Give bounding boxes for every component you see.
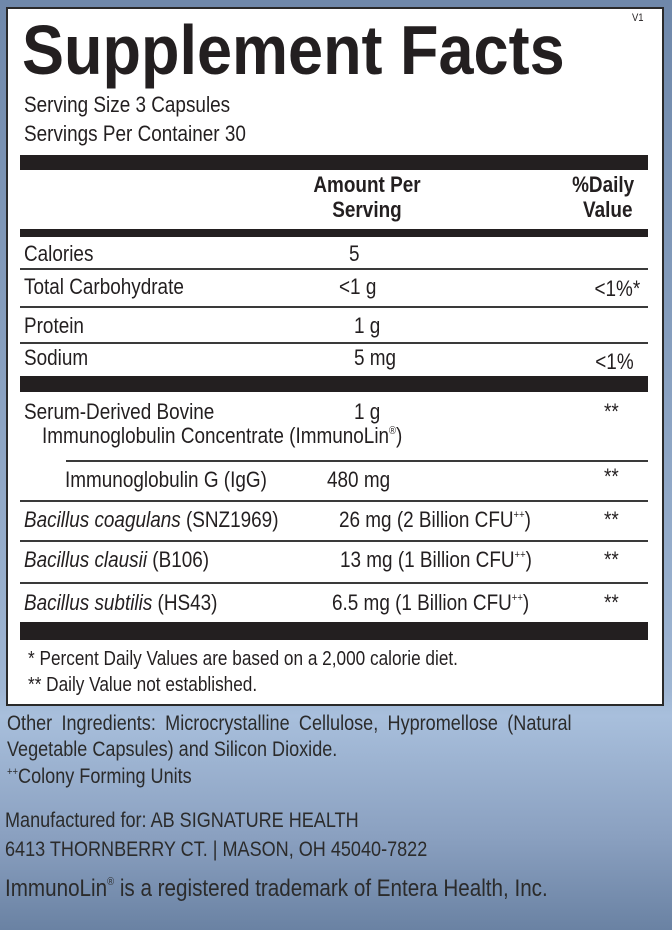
amount-text: 6.5 mg (1 Billion CFU [332, 590, 512, 615]
species: Bacillus clausii [24, 547, 148, 572]
ingredient-amount: 480 mg [327, 467, 391, 492]
ingredient-dv: ** [604, 464, 619, 489]
ingredient-name: Immunoglobulin G (IgG) [65, 467, 267, 492]
amount-text: 13 mg (1 Billion CFU [340, 547, 515, 572]
amount-header: Serving [332, 197, 402, 222]
thick-divider [20, 155, 648, 170]
nutrient-name: Sodium [24, 345, 89, 370]
divider [20, 268, 648, 270]
divider [20, 582, 648, 584]
species: Bacillus coagulans [24, 507, 181, 532]
footnote-not-established: ** Daily Value not established. [28, 674, 258, 696]
thick-divider [20, 376, 648, 392]
cfu-text: Colony Forming Units [18, 765, 192, 788]
ingredient-amount: 1 g [354, 399, 381, 424]
dv-header: %Daily [571, 172, 634, 197]
strain: (HS43) [152, 590, 218, 615]
divider [20, 500, 648, 502]
nutrient-name: Protein [24, 313, 84, 338]
brand: ImmunoLin [5, 875, 108, 902]
nutrient-name: Total Carbohydrate [24, 274, 184, 299]
serving-size: Serving Size 3 Capsules [24, 92, 231, 117]
registered-mark: ® [389, 425, 397, 437]
divider [20, 306, 648, 308]
registered-mark: ® [107, 876, 115, 888]
ingredient-name-cont [42, 424, 402, 448]
amount-text: 26 mg (2 Billion CFU [339, 507, 514, 532]
ingredient-amount [340, 548, 532, 572]
sup-mark: ++ [514, 549, 526, 561]
strain: (SNZ1969) [180, 507, 279, 532]
ingredient-dv: ** [604, 507, 619, 532]
divider [20, 540, 648, 542]
nutrient-name: Calories [24, 241, 94, 266]
trademark-note [5, 875, 548, 903]
manufacturer-address: 6413 THORNBERRY CT. | MASON, OH 45040-7822 [5, 838, 428, 861]
sup-mark: ++ [513, 509, 525, 521]
manufacturer-name: Manufactured for: AB SIGNATURE HEALTH [5, 809, 359, 832]
nutrient-dv: <1% [595, 349, 634, 374]
footnote-dv: * Percent Daily Values are based on a 2,000 calorie diet. [28, 648, 458, 670]
ingredient-name-text: Immunoglobulin Concentrate (ImmunoLin [42, 423, 390, 448]
nutrient-dv: <1%* [594, 276, 640, 301]
trademark-text: is a registered trademark of Entera Health, Inc. [114, 875, 548, 902]
ingredient-name [24, 548, 209, 572]
ingredient-name [24, 591, 217, 615]
species: Bacillus subtilis [24, 590, 153, 615]
other-ingredients: Vegetable Capsules) and Silicon Dioxide. [7, 738, 338, 761]
thick-divider [20, 622, 648, 640]
ingredient-amount [332, 591, 529, 615]
ingredient-amount [339, 508, 531, 532]
ingredient-dv: ** [604, 547, 619, 572]
nutrient-amount: 1 g [354, 313, 381, 338]
divider [20, 342, 648, 344]
paren: ) [525, 547, 532, 572]
ingredient-name [24, 508, 279, 532]
servings-per-container: Servings Per Container 30 [24, 121, 246, 146]
sup-mark: ++ [7, 766, 19, 778]
thick-divider [20, 229, 648, 237]
cfu-note [7, 765, 192, 789]
divider [66, 460, 648, 462]
amount-header: Amount Per [313, 172, 421, 197]
other-ingredients: Other Ingredients: Microcrystalline Cellulose, Hypromellose (Natural [7, 712, 572, 735]
ingredient-name: Serum-Derived Bovine [24, 399, 215, 424]
nutrient-amount: 5 [349, 241, 360, 266]
version-mark: V1 [632, 12, 644, 24]
paren: ) [524, 507, 531, 532]
ingredient-dv: ** [604, 399, 619, 424]
dv-header: Value [582, 197, 632, 222]
strain: (B106) [147, 547, 210, 572]
paren: ) [522, 590, 530, 615]
paren: ) [396, 423, 403, 448]
ingredient-dv: ** [604, 590, 619, 615]
sup-mark: ++ [511, 592, 523, 604]
nutrient-amount: 5 mg [354, 345, 397, 370]
label-title: Supplement Facts [22, 11, 565, 89]
nutrient-amount: <1 g [339, 274, 377, 299]
